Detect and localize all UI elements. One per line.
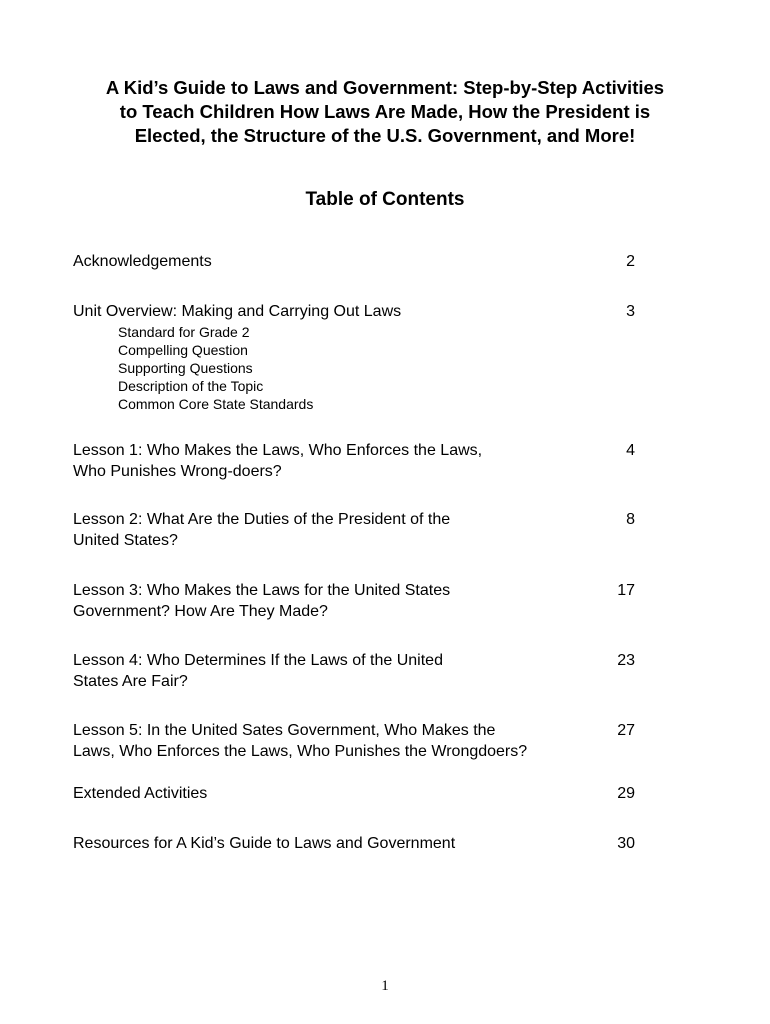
toc-entry-line: Lesson 3: Who Makes the Laws for the United States xyxy=(73,582,451,599)
toc-entry-line: Laws, Who Enforces the Laws, Who Punishes the Wrongdoers? xyxy=(73,742,528,760)
toc-entry-lesson-5 xyxy=(73,721,643,762)
toc-subitems xyxy=(73,323,643,413)
toc-entry-line: Government? How Are They Made? xyxy=(73,602,328,620)
toc-subitem: Compelling Question xyxy=(118,341,248,358)
toc-entry-page: 30 xyxy=(617,835,635,852)
toc-entry-lesson-4 xyxy=(73,651,643,692)
toc-entry-acknowledgements xyxy=(73,252,643,273)
toc-entry-resources xyxy=(73,834,643,855)
toc-entry-title xyxy=(73,651,583,692)
toc-subitem: Description of the Topic xyxy=(118,377,264,394)
toc-subitem: Standard for Grade 2 xyxy=(118,323,250,340)
toc-entry-title xyxy=(73,834,583,855)
toc-entry-lesson-1 xyxy=(73,441,643,482)
toc-entry-line: Resources for A Kid’s Guide to Laws and Government xyxy=(73,835,456,852)
toc-entry-page: 3 xyxy=(626,303,635,320)
toc-entry-line: Lesson 4: Who Determines If the Laws of the United xyxy=(73,652,443,669)
toc-entry-page: 23 xyxy=(617,652,635,669)
page-number: 1 xyxy=(381,978,389,994)
toc-subitem: Common Core State Standards xyxy=(118,395,314,412)
toc-entry-line: Unit Overview: Making and Carrying Out Laws xyxy=(73,303,402,320)
toc-entry-title xyxy=(73,302,583,323)
toc-entry-title xyxy=(73,252,583,273)
toc-entry-title xyxy=(73,784,583,805)
toc-subitem: Supporting Questions xyxy=(118,359,253,376)
title-line: Elected, the Structure of the U.S. Government, and More! xyxy=(134,125,636,146)
toc-entry-line: Acknowledgements xyxy=(73,253,212,270)
toc-entry-page: 2 xyxy=(626,253,635,270)
toc-entry-page: 4 xyxy=(626,442,635,459)
title-line: to Teach Children How Laws Are Made, How the President is xyxy=(119,101,651,122)
toc-heading: Table of Contents xyxy=(305,189,465,210)
toc-entry-title xyxy=(73,581,583,622)
toc-entry-page: 17 xyxy=(617,582,635,599)
toc-entry-title xyxy=(73,721,633,762)
toc-entry-unit-overview xyxy=(73,302,643,413)
toc-entry-page: 27 xyxy=(617,722,635,739)
toc-entry-line: Extended Activities xyxy=(73,785,208,802)
toc-entry-title xyxy=(73,510,583,551)
toc-entry-line: Lesson 1: Who Makes the Laws, Who Enforces the Laws, xyxy=(73,442,483,459)
toc-entry-line: Lesson 2: What Are the Duties of the President of the xyxy=(73,511,451,528)
toc-entry-title xyxy=(73,441,583,482)
toc-entry-line: United States? xyxy=(73,531,178,549)
title-line: A Kid’s Guide to Laws and Government: Step-by-Step Activities xyxy=(105,77,665,98)
toc-entry-lesson-2 xyxy=(73,510,643,551)
toc-entry-lesson-3 xyxy=(73,581,643,622)
toc-entry-line: Who Punishes Wrong-doers? xyxy=(73,462,282,480)
toc-entry-extended-activities xyxy=(73,784,643,805)
document-title xyxy=(40,76,730,148)
toc-entry-page: 29 xyxy=(617,785,635,802)
toc-entry-line: Lesson 5: In the United Sates Government, Who Makes the xyxy=(73,722,496,739)
toc-entry-page: 8 xyxy=(626,511,635,528)
toc-entry-line: States Are Fair? xyxy=(73,672,188,690)
